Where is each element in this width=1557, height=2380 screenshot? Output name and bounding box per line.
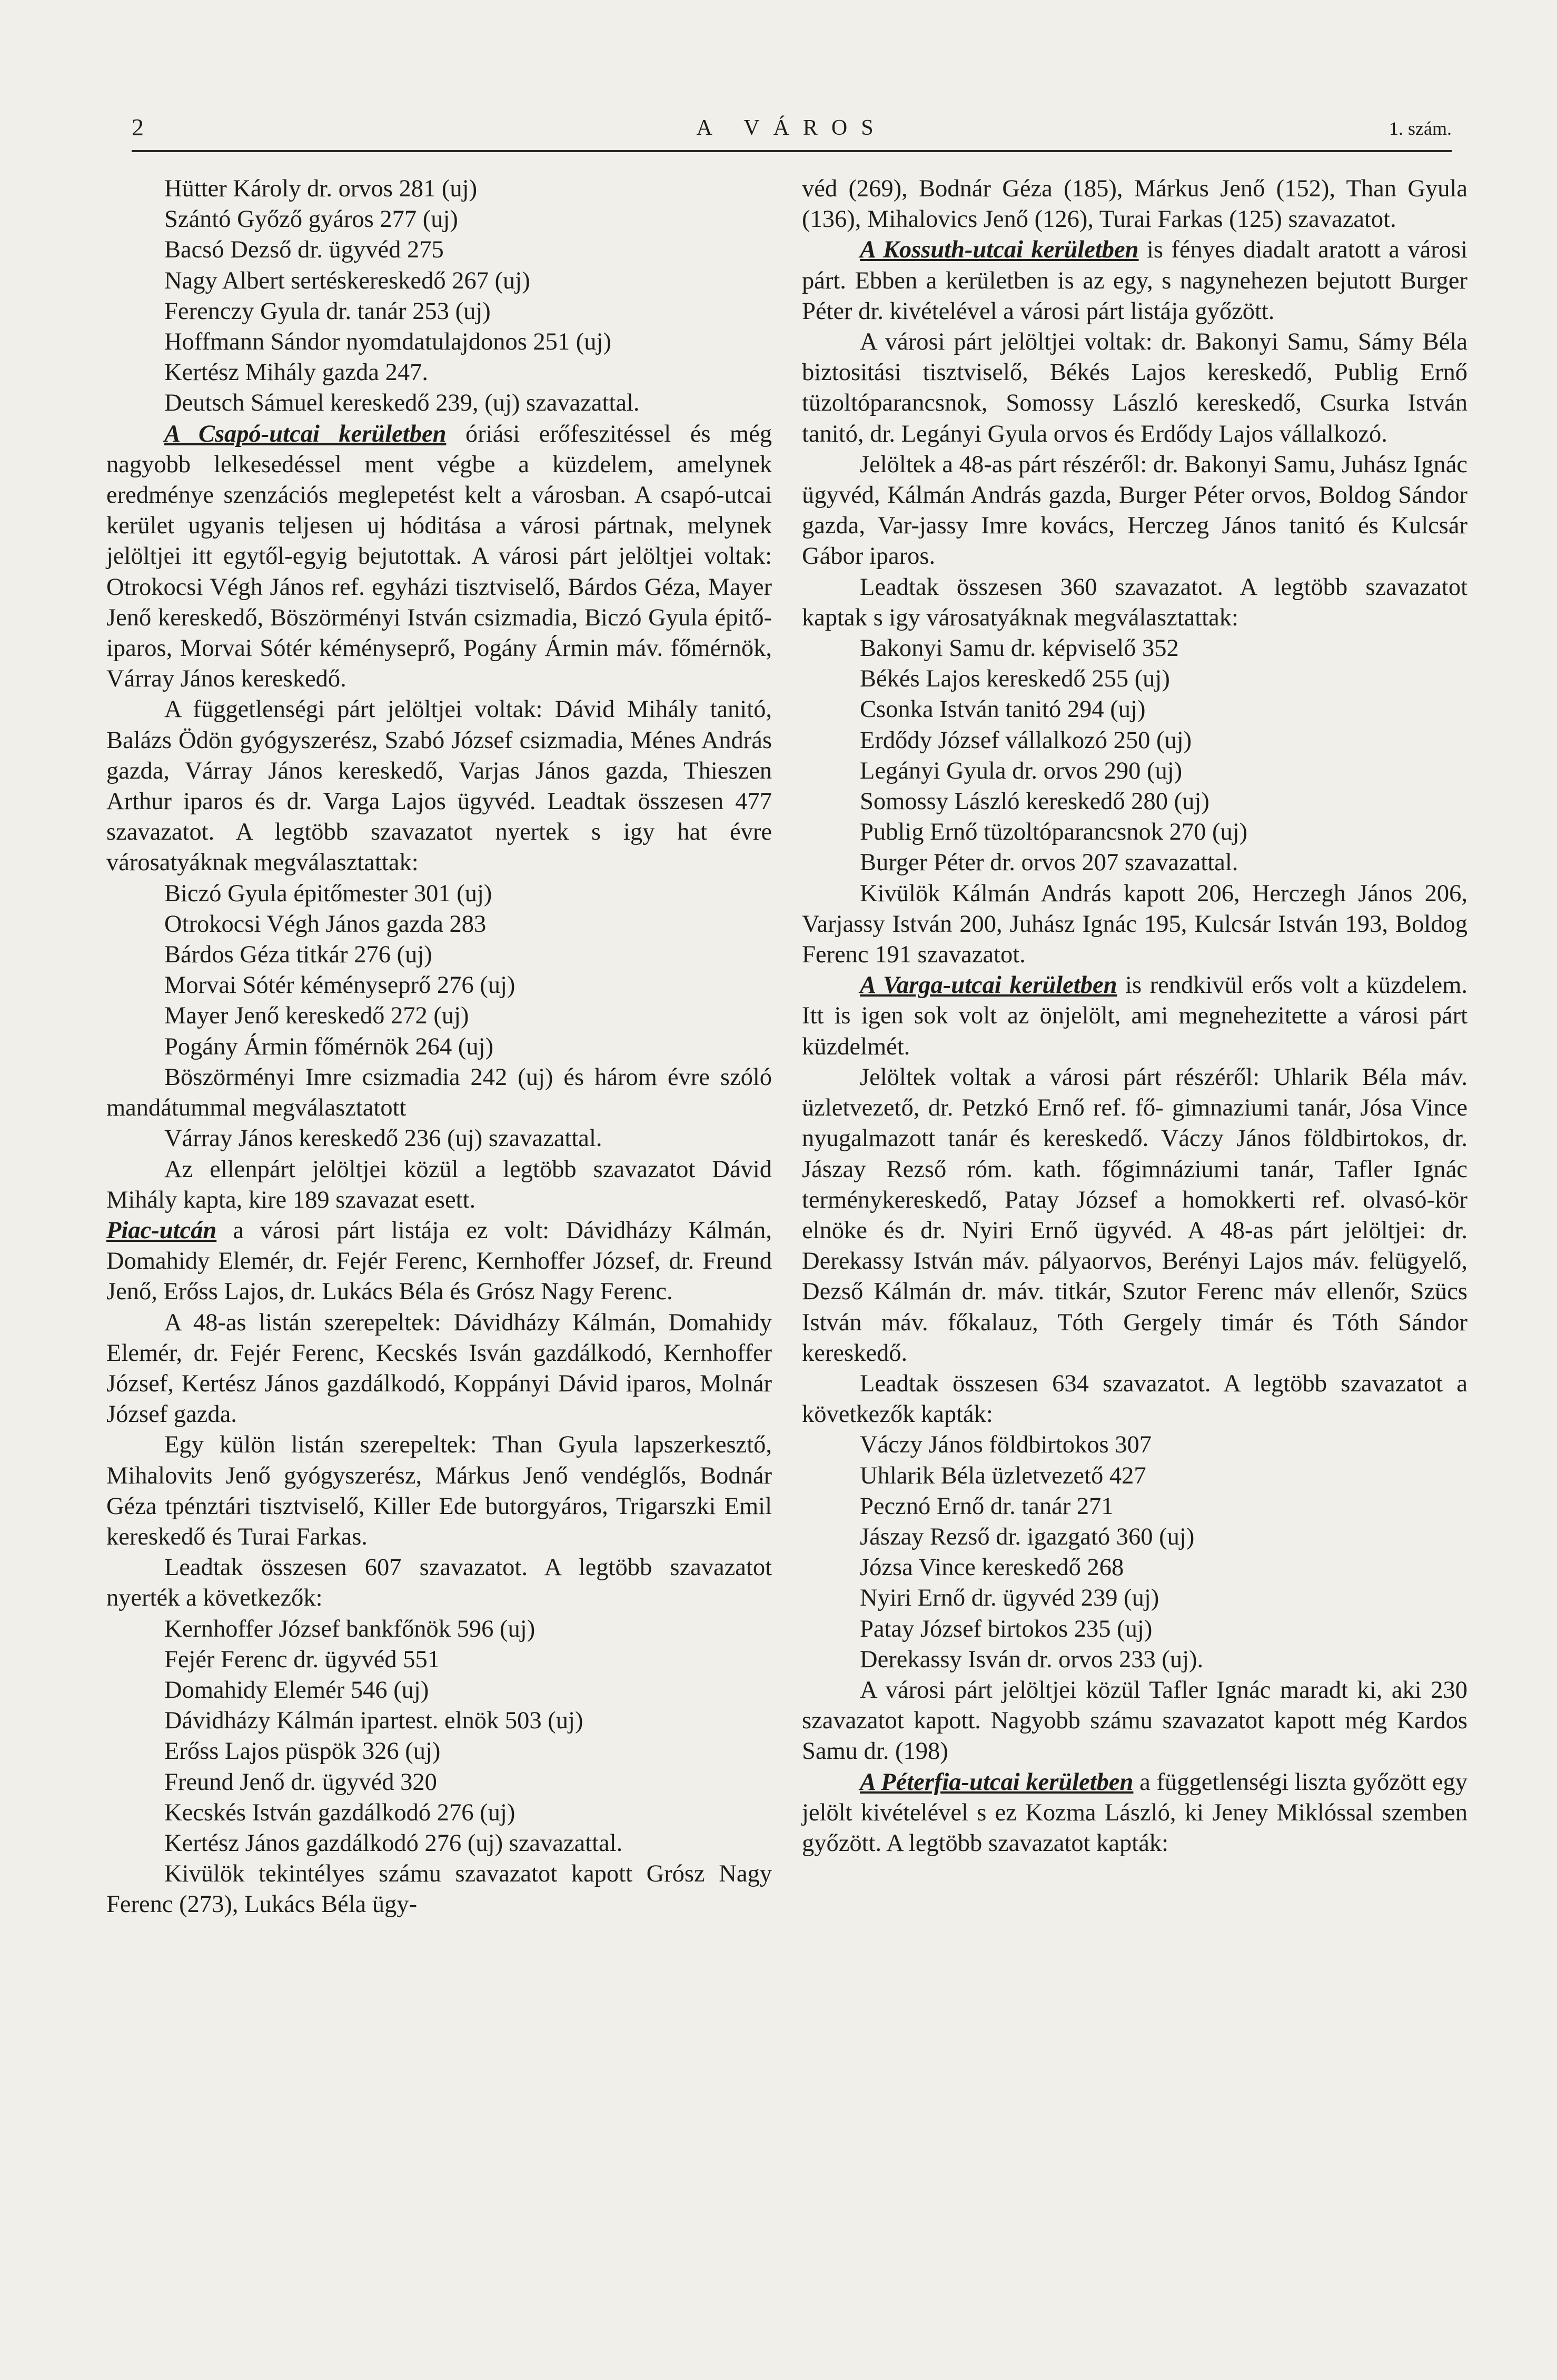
paragraph: Kivülök Kálmán András kapott 206, Herczegh János 206, Varjassy István 200, Juhász Ignác 195, Kulcsár István 193, Boldog Ferenc 191 szavazatot. xyxy=(802,880,1467,969)
list-item: Hoffmann Sándor nyomdatulajdonos 251 (uj) xyxy=(164,328,611,356)
list-item: Pogány Ármin főmérnök 264 (uj) xyxy=(164,1033,494,1060)
list-item: Hütter Károly dr. orvos 281 (uj) xyxy=(164,175,478,202)
list-item: Erőss Lajos püspök 326 (uj) xyxy=(164,1738,441,1765)
list-item: Derekassy Isván dr. orvos 233 (uj). xyxy=(860,1646,1204,1673)
list-item: Otrokocsi Végh János gazda 283 xyxy=(164,910,487,938)
left-column xyxy=(106,174,772,1920)
paragraph: Az ellenpárt jelöltjei közül a legtöbb szavazatot Dávid Mihály kapta, kire 189 szavazat esett. xyxy=(106,1156,772,1213)
list-item: Dávidházy Kálmán ipartest. elnök 503 (uj) xyxy=(164,1707,583,1735)
list-item: Uhlarik Béla üzletvezető 427 xyxy=(860,1462,1146,1489)
list-item: Morvai Sótér kéményseprő 276 (uj) xyxy=(164,972,515,999)
paragraph: Egy külön listán szerepeltek: Than Gyula lapszerkesztő, Mihalovits Jenő gyógyszerész, Márkus Jenő vendéglős, Bodnár Géza tpénztári tisztviselő, Killer Ede butorgyáros, Trigarszki Emil kereskedő és Turai Farkas. xyxy=(106,1431,772,1550)
district-heading: A Péterfia-utcai kerületben xyxy=(860,1768,1134,1796)
list-item: Ferenczy Gyula dr. tanár 253 (uj) xyxy=(164,297,491,325)
list-item: Bacsó Dezső dr. ügyvéd 275 xyxy=(164,236,444,264)
district-heading: Piac-utcán xyxy=(106,1217,217,1244)
list-item: Kecskés István gazdálkodó 276 (uj) xyxy=(164,1799,515,1826)
list-item: Nagy Albert sertéskereskedő 267 (uj) xyxy=(164,267,530,294)
list-item: Kertész János gazdálkodó 276 (uj) szavazattal. xyxy=(164,1829,623,1857)
list-item: Pecznó Ernő dr. tanár 271 xyxy=(860,1492,1114,1520)
paragraph: A 48-as listán szerepeltek: Dávidházy Kálmán, Domahidy Elemér, dr. Fejér Ferenc, Kecskés Isván gazdálkodó, Kernhoffer József, Kertész János gazdálkodó, Koppányi Dávid iparos, Molnár József gazda. xyxy=(106,1309,772,1428)
paragraph-peterfia: A Péterfia-utcai kerületben a függetlenségi liszta győzött egy jelölt kivételével s ez Kozma László, ki Jeney Miklóssal szemben győzött. A legtöbb szavazatot kapták: xyxy=(802,1768,1467,1857)
list-item: Józsa Vince kereskedő 268 xyxy=(860,1554,1124,1581)
list-item: Erdődy József vállalkozó 250 (uj) xyxy=(860,726,1192,754)
district-heading: A Kossuth-utcai kerületben xyxy=(860,236,1139,264)
paragraph: A városi párt jelöltjei voltak: dr. Bakonyi Samu, Sámy Béla biztositási tisztviselő, Békés Lajos kereskedő, Publig Ernő tüzoltóparancsnok, Somossy László kereskedő, Csurka István tanitó, dr. Legányi Gyula orvos és Erdődy Lajos vállalkozó. xyxy=(802,328,1467,447)
list-item: Jászay Rezső dr. igazgató 360 (uj) xyxy=(860,1523,1195,1550)
list-item: Burger Péter dr. orvos 207 szavazattal. xyxy=(860,849,1238,877)
newspaper-title: A VÁROS xyxy=(696,116,887,140)
list-item: Domahidy Elemér 546 (uj) xyxy=(164,1676,429,1704)
paragraph: Leadtak összesen 634 szavazatot. A legtöbb szavazatot a következők kapták: xyxy=(802,1370,1467,1428)
page-number: 2 xyxy=(132,114,144,141)
page-header xyxy=(132,108,1452,152)
list-item: Szántó Győző gyáros 277 (uj) xyxy=(164,206,458,233)
district-heading: A Csapó-utcai kerületben xyxy=(164,420,447,447)
list-item: Böszörményi Imre csizmadia 242 (uj) és három évre szóló mandátummal megválasztatott xyxy=(106,1063,772,1122)
list-item: Fejér Ferenc dr. ügyvéd 551 xyxy=(164,1646,440,1673)
paragraph: véd (269), Bodnár Géza (185), Márkus Jenő (152), Than Gyula (136), Mihalovics Jenő (126), Turai Farkas (125) szavazatot. xyxy=(802,175,1467,233)
list-item: Publig Ernő tüzoltóparancsnok 270 (uj) xyxy=(860,819,1248,846)
list-item: Biczó Gyula épitőmester 301 (uj) xyxy=(164,880,492,907)
list-item: Somossy László kereskedő 280 (uj) xyxy=(860,788,1209,815)
list-item: Kertész Mihály gazda 247. xyxy=(164,359,428,386)
paragraph-piac: Piac-utcán a városi párt listája ez volt: Dávidházy Kálmán, Domahidy Elemér, dr. Fejér Ferenc, Kernhoffer József, dr. Freund Jenő, Erőss Lajos, dr. Lukács Béla és Grósz Nagy Ferenc. xyxy=(106,1217,772,1306)
list-item: Csonka István tanitó 294 (uj) xyxy=(860,696,1146,723)
list-item: Bárdos Géza titkár 276 (uj) xyxy=(164,941,432,969)
paragraph: Leadtak összesen 607 szavazatot. A legtöbb szavazatot nyerték a következők: xyxy=(106,1554,772,1612)
paragraph-varga: A Varga-utcai kerületben is rendkivül erős volt a küzdelem. Itt is igen sok volt az önjelölt, ami megnehezitette a városi párt küzdelmét. xyxy=(802,972,1467,1060)
paragraph-kossuth: A Kossuth-utcai kerületben is fényes diadalt aratott a városi párt. Ebben a kerületben is az egy, s nagynehezen bejutott Burger Péter dr. kivételével a városi párt listája győzött. xyxy=(802,236,1467,325)
paragraph-csapo: A Csapó-utcai kerületben óriási erőfeszitéssel és még nagyobb lelkesedéssel ment végbe a küzdelem, amelynek eredménye szenzációs meglepetést kelt a városban. A csapó-utcai kerület ugyanis teljesen uj hóditása a városi pártnak, melynek jelöltjei itt egytől-egyig bejutottak. A városi párt jelöltjei voltak: Otrokocsi Végh János ref. egyházi tisztviselő, Bárdos Géza, Mayer Jenő kereskedő, Böszörményi István csizmadia, Biczó Gyula épitő-iparos, Morvai Sótér kéményseprő, Pogány Ármin máv. főmérnök, Várray János kereskedő. xyxy=(106,420,772,693)
list-item: Várray János kereskedő 236 (uj) szavazattal. xyxy=(164,1125,602,1152)
paragraph: Jelöltek voltak a városi párt részéről: Uhlarik Béla máv. üzletvezető, dr. Petzkó Ernő ref. fő- gimnaziumi tanár, Jósa Vince nyugalmazott tanár és kereskedő. Váczy János földbirtokos, dr. Jászay Rezső róm. kath. főgimnáziumi tanár, Tafler Ignác terménykereskedő, Patay József a homokkerti ref. olvasó-kör elnöke és dr. Nyiri Ernő ügyvéd. A 48-as párt jelöltjei: dr. Derekassy István máv. pályaorvos, Berényi Lajos máv. felügyelő, Dezső Kálmán dr. máv. titkár, Szutor Ferenc máv ellenőr, Szücs István máv. főkalauz, Tóth Gergely timár és Tóth Sándor kereskedő. xyxy=(802,1063,1467,1367)
paragraph: Leadtak összesen 360 szavazatot. A legtöbb szavazatot kaptak s igy városatyáknak megválasztattak: xyxy=(802,573,1467,631)
list-item: Bakonyi Samu dr. képviselő 352 xyxy=(860,635,1179,662)
district-heading: A Varga-utcai kerületben xyxy=(860,972,1117,999)
paragraph: A városi párt jelöltjei közül Tafler Ignác maradt ki, aki 230 szavazatot kapott. Nagyobb számu szavazatot kapott még Kardos Samu dr. (198) xyxy=(802,1676,1467,1765)
paragraph: Jelöltek a 48-as párt részéről: dr. Bakonyi Samu, Juhász Ignác ügyvéd, Kálmán András gazda, Burger Péter orvos, Boldog Sándor gazda, Var-jassy Imre kovács, Herczeg János tanitó és Kulcsár Gábor iparos. xyxy=(802,451,1467,570)
list-item: Váczy János földbirtokos 307 xyxy=(860,1431,1152,1459)
list-item: Mayer Jenő kereskedő 272 (uj) xyxy=(164,1002,469,1030)
list-item: Békés Lajos kereskedő 255 (uj) xyxy=(860,665,1170,693)
paragraph: A függetlenségi párt jelöltjei voltak: Dávid Mihály tanitó, Balázs Ödön gyógyszerész, Szabó József csizmadia, Ménes András gazda, Várray János kereskedő, Varjas János gazda, Thieszen Arthur iparos és dr. Varga Lajos ügyvéd. Leadtak összesen 477 szavazatot. A legtöbb szavazatot nyertek s igy hat évre városatyáknak megválasztattak: xyxy=(106,696,772,877)
right-column xyxy=(802,174,1467,1859)
list-item: Freund Jenő dr. ügyvéd 320 xyxy=(164,1768,437,1796)
list-item: Legányi Gyula dr. orvos 290 (uj) xyxy=(860,757,1183,784)
list-item: Deutsch Sámuel kereskedő 239, (uj) szavazattal. xyxy=(164,390,640,417)
list-item: Nyiri Ernő dr. ügyvéd 239 (uj) xyxy=(860,1585,1159,1612)
list-item: Patay József birtokos 235 (uj) xyxy=(860,1615,1153,1642)
list-item: Kernhoffer József bankfőnök 596 (uj) xyxy=(164,1615,535,1642)
issue-number: 1. szám. xyxy=(1389,118,1452,139)
paragraph: Kivülök tekintélyes számu szavazatot kapott Grósz Nagy Ferenc (273), Lukács Béla ügy- xyxy=(106,1860,772,1918)
